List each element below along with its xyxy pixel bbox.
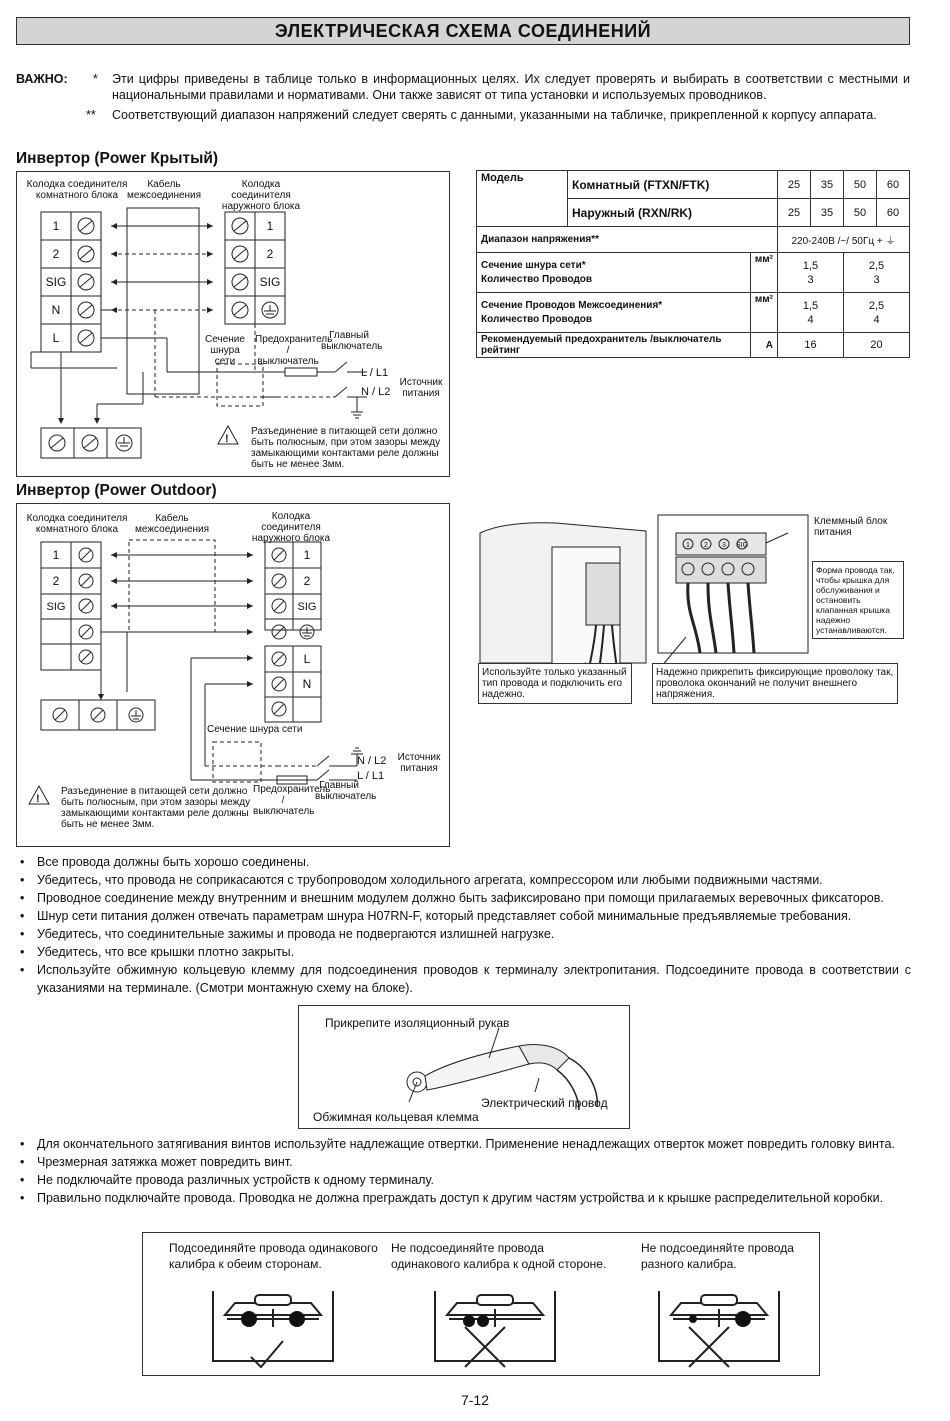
crimp-sleeve-label: Прикрепите изоляционный рукав [325, 1016, 510, 1030]
s2-right-term-sig: SIG [297, 601, 317, 613]
spec-fuse-unit: A [750, 333, 777, 358]
spec-table [476, 170, 910, 358]
important-label: ВАЖНО: [16, 72, 68, 86]
photo-left-note: Используйте только указанный тип провода и подключить его надежно. [478, 663, 632, 704]
s2-left-term-1: 1 [52, 548, 60, 562]
crimp-wire-label: Электрический провод [481, 1096, 608, 1110]
s2-right-term-2: 2 [303, 574, 311, 588]
spec-in-size-60: 60 [877, 171, 910, 199]
gauge-bad2-text: Не подсоединяйте провода разного калибра. [641, 1241, 794, 1271]
page-title: ЭЛЕКТРИЧЕСКАЯ СХЕМА СОЕДИНЕНИЙ [16, 17, 910, 45]
bullet-item: • Убедитесь, что провода не соприкасаются с трубопроводом холодильного агрегата, компрессором или любыми подвижными частями. [16, 871, 911, 889]
spec-voltage-value: 220-240В /~/ 50Гц + [791, 236, 883, 247]
section1-heading: Инвертор (Power Крытый) [16, 150, 219, 167]
bullet-item: • Все провода должны быть хорошо соединены. [16, 853, 911, 871]
s1-indoor-block-label: Колодка соединителя комнатного блока [26, 179, 128, 201]
s1-left-term-1: 1 [52, 219, 60, 233]
spec-inter-b-section: 2,5 [868, 299, 885, 312]
photo-terminal-block-label: Клеммный блок питания [814, 516, 888, 538]
spec-model-label: Модель [477, 171, 568, 227]
s1-left-term-2: 2 [52, 247, 60, 261]
s1-right-term-2: 2 [266, 247, 274, 261]
s1-outdoor-block-label: Колодка соединителя наружного блока [221, 179, 301, 212]
spec-table-wrap [476, 170, 910, 358]
bullet-item: • Проводное соединение между внутренним и внешним модулем должно быть зафиксировано при помощи прилагаемых веревочных фиксаторов. [16, 889, 911, 907]
bullet-item: • Для окончательного затягивания винтов используйте надлежащие отвертки. Применение ненадлежащих отверток может повредить головку винта. [16, 1135, 911, 1153]
svg-text:!: ! [225, 433, 229, 445]
spec-fuse-label: Рекомендуемый предохранитель /выключатель рейтинг [477, 333, 751, 358]
s1-main-switch-label: Главный выключатель [321, 330, 383, 352]
spec-fuse-b: 20 [844, 333, 910, 358]
photo-term-3: 3 [722, 542, 726, 549]
spec-out-size-60: 60 [877, 199, 910, 227]
wire-gauge-figure [142, 1232, 820, 1376]
bullet-item: • Убедитесь, что все крышки плотно закрыты. [16, 943, 911, 961]
s2-cord-label: Сечение шнура сети [207, 724, 303, 735]
earth-icon: ⏚ [882, 236, 896, 247]
spec-mains-unit: мм² [750, 253, 777, 293]
s2-warning-text: Разъединение в питающей сети должно быть полюсным, при этом зазоры между замыкающими контактами реле должны быть не менее 3мм. [61, 786, 251, 830]
s2-indoor-block-label: Колодка соединителя комнатного блока [26, 513, 128, 535]
spec-outdoor-label: Наружный (RXN/RK) [568, 199, 778, 227]
photo-term-sig: SIG [735, 542, 749, 549]
s1-left-term-n: N [51, 303, 61, 317]
bullet-item: • Убедитесь, что соединительные зажимы и провода не подвергаются излишней нагрузке. [16, 925, 911, 943]
spec-mains-b-section: 2,5 [868, 259, 885, 272]
diagram-outdoor-power [16, 503, 450, 847]
s1-cord-label: Сечение шнура сети [205, 334, 245, 367]
spec-inter-b-count: 4 [873, 313, 880, 326]
bullet-item: • Чрезмерная затяжка может повредить винт. [16, 1153, 911, 1171]
note2-text: Соответствующий диапазон напряжений следует сверять с данными, указанными на табличке, прикрепленной к корпусу аппарата. [112, 108, 877, 122]
spec-out-size-35: 35 [811, 199, 844, 227]
note2-mark: ** [86, 108, 96, 122]
photo-term-1: 1 [686, 542, 690, 549]
s2-left-term-sig: SIG [46, 601, 66, 613]
spec-inter-a-count: 4 [807, 313, 814, 326]
photo-term-2: 2 [704, 542, 708, 549]
bullet-item: • Не подключайте провода различных устройств к одному терминалу. [16, 1171, 911, 1189]
s2-power-term-n: N [302, 677, 312, 691]
bullet-item: • Правильно подключайте провода. Проводка не должна преграждать доступ к другим частям устройства и к крышке распределительной коробки. [16, 1189, 911, 1207]
spec-mains-a-section: 1,5 [802, 259, 819, 272]
s1-right-term-sig: SIG [259, 275, 281, 289]
spec-inter-label: Сечение Проводов Межсоединения* [481, 299, 663, 311]
spec-in-size-25: 25 [778, 171, 811, 199]
spec-mains-label: Сечение шнура сети* [481, 259, 586, 271]
gauge-ok-text: Подсоединяйте провода одинакового калибра к обеим сторонам. [169, 1241, 378, 1271]
crimp-terminal-label: Обжимная кольцевая клемма [313, 1110, 479, 1124]
spec-mains-count-label: Количество Проводов [481, 273, 593, 285]
spec-mains-b-count: 3 [873, 273, 880, 286]
bullet-item: • Шнур сети питания должен отвечать параметрам шнура H07RN-F, который представляет собой минимальные предъявляемые требования. [16, 907, 911, 925]
bullet-list-1 [16, 853, 911, 997]
s1-source-label: Источник питания [399, 377, 443, 399]
spec-in-size-35: 35 [811, 171, 844, 199]
s2-source-label: Источник питания [397, 752, 441, 774]
s2-left-term-2: 2 [52, 574, 60, 588]
spec-out-size-50: 50 [844, 199, 877, 227]
section2-heading: Инвертор (Power Outdoor) [16, 482, 217, 499]
spec-out-size-25: 25 [778, 199, 811, 227]
s2-n2-label: N / L2 [357, 755, 387, 767]
spec-inter-count-label: Количество Проводов [481, 313, 593, 325]
spec-fuse-a: 16 [778, 333, 844, 358]
diagram-indoor-power [16, 171, 450, 477]
page-number: 7-12 [460, 1392, 490, 1408]
s2-main-switch-label: Главный выключатель [315, 780, 377, 802]
spec-mains-a-count: 3 [807, 273, 814, 286]
spec-in-size-50: 50 [844, 171, 877, 199]
s2-cable-label: Кабель межсоединения [135, 513, 210, 535]
photo-side-note: Форма провода так, чтобы крышка для обслуживания и остановить клапанная крышка надежно устанавливаются. [812, 561, 904, 639]
s2-power-term-l: L [303, 652, 311, 666]
s1-right-term-1: 1 [266, 219, 274, 233]
bullet-item: • Используйте обжимную кольцевую клемму для подсоединения проводов к терминалу электропитания. Подсоедините провода в соответствии с указаниями на терминале. (Смотри монтажную схему на блоке). [16, 961, 911, 997]
s1-cable-label: Кабель межсоединения [127, 179, 202, 201]
s1-left-term-l: L [52, 331, 60, 345]
terminal-photo [476, 513, 910, 705]
s2-fuse-label: Предохранитель / выключатель [253, 784, 331, 817]
s1-n2-label: N / L2 [361, 386, 391, 398]
note1-text: Эти цифры приведены в таблице только в информационных целях. Их следует проверять и выбирать в соответствии с местными и национальными правилами и нормативами. Они также зависят от типа установки и используемых проводников. [112, 72, 910, 102]
s1-l1-label: L / L1 [361, 367, 389, 379]
s1-warning-text: Разъединение в питающей сети должно быть полюсным, при этом зазоры между замыкающими контактами реле должны быть не менее 3мм. [251, 426, 441, 470]
photo-right-note: Надежно прикрепить фиксирующие проволоку так, проволока окончаний не получит внешнего напряжения. [652, 663, 898, 704]
spec-indoor-label: Комнатный (FTXN/FTK) [568, 171, 778, 199]
bullet-list-2 [16, 1135, 911, 1207]
note1-mark: * [93, 72, 98, 86]
spec-inter-a-section: 1,5 [802, 299, 819, 312]
s2-right-term-1: 1 [303, 548, 311, 562]
s1-fuse-label: Предохранитель / выключатель [255, 334, 333, 367]
s2-outdoor-block-label: Колодка соединителя наружного блока [251, 511, 331, 544]
s2-l1-label: L / L1 [357, 770, 385, 782]
gauge-bad1-text: Не подсоединяйте провода одинакового калибра к одной стороне. [391, 1241, 607, 1271]
crimp-terminal-figure [298, 1005, 630, 1129]
spec-inter-unit: мм² [750, 293, 777, 333]
spec-voltage-label: Диапазон напряжения** [477, 227, 778, 253]
svg-text:!: ! [36, 793, 40, 805]
s1-left-term-sig: SIG [45, 275, 67, 289]
